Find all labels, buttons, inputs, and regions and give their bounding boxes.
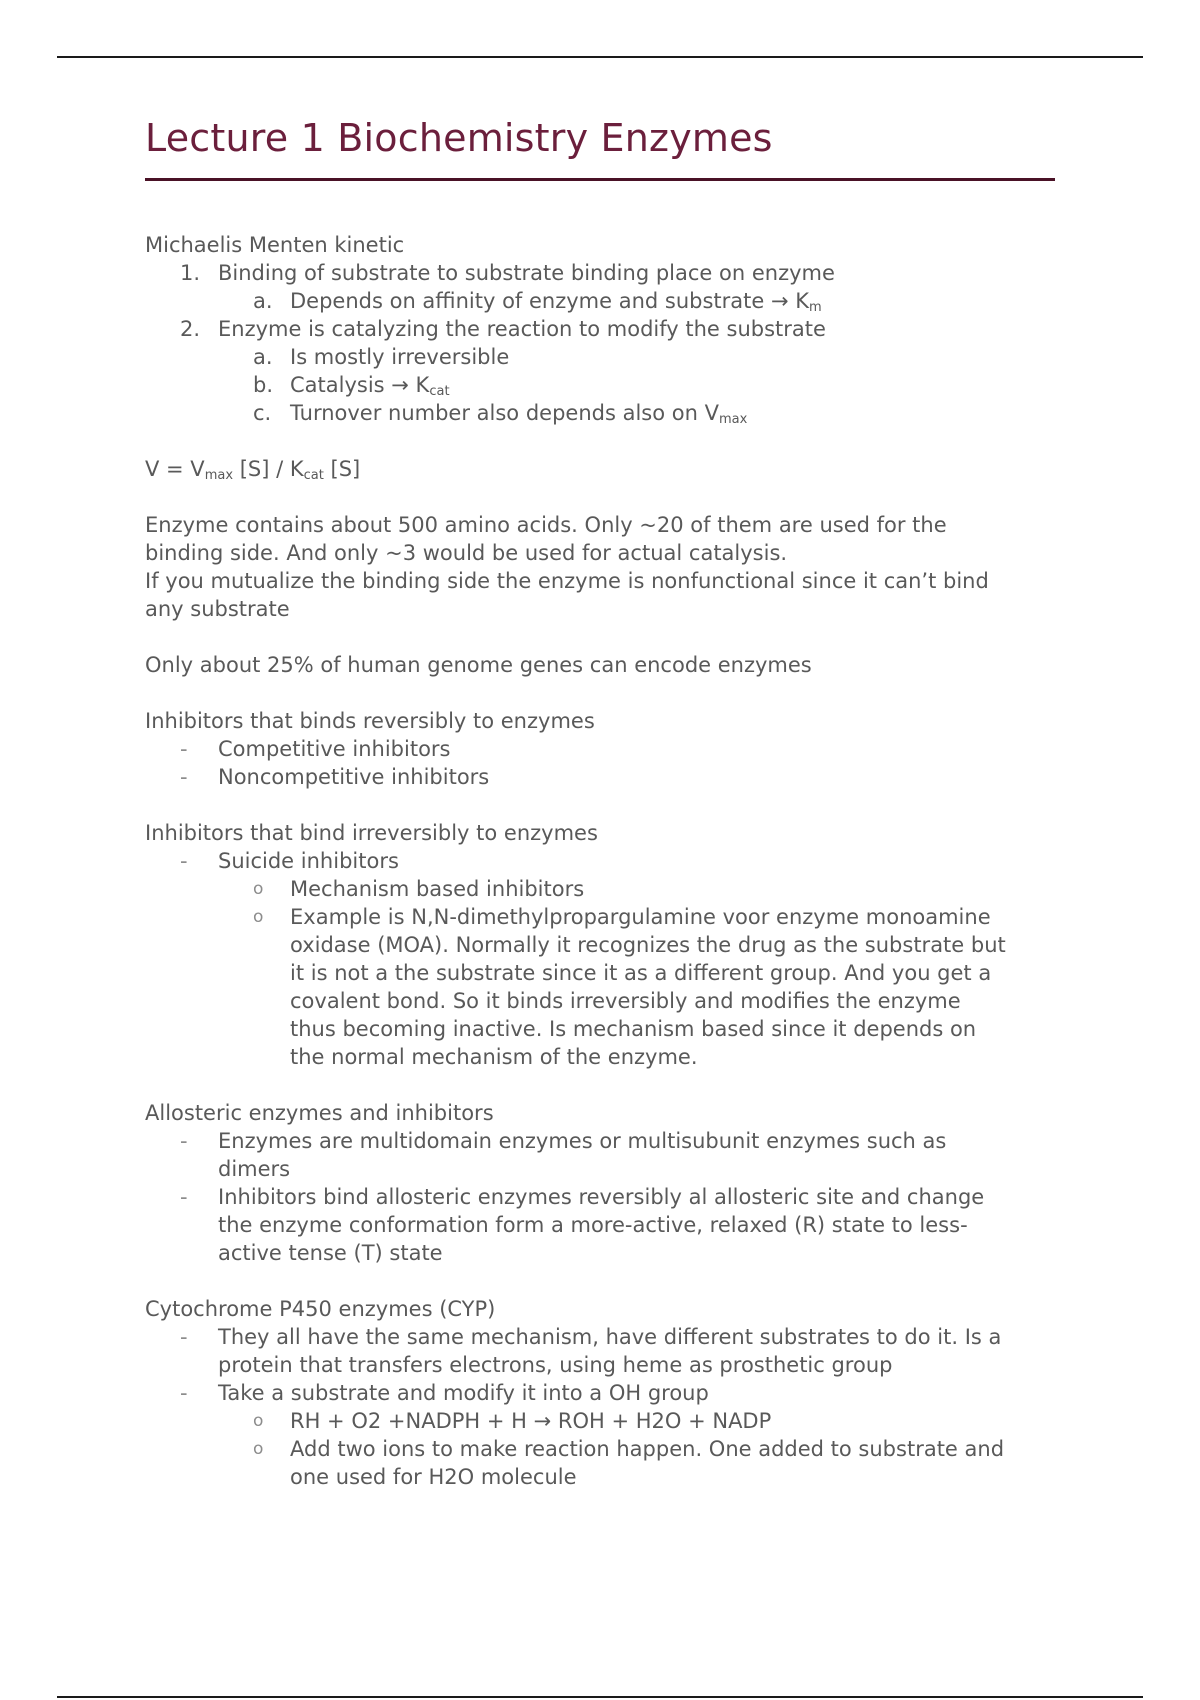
list-item [145,287,1065,315]
paragraph-line: any substrate [145,597,290,621]
list-letter: a. [253,289,273,313]
document-page [145,110,1065,1491]
title-underline [145,178,1055,181]
dash-bullet: - [180,1325,188,1349]
list-item [145,763,1065,791]
list-text: Noncompetitive inhibitors [218,765,490,789]
list-item [145,1407,1065,1435]
reversible-heading: Inhibitors that binds reversibly to enzymes [145,709,595,733]
list-text: Competitive inhibitors [218,737,451,761]
list-item: o Example is N,N-dimethylpropargulamine voor enzyme monoamine oxidase (MOA). Normally it recognizes the drug as the substrate but it is not a the substrate since it as a different group. And you get a covalent bond. So it binds irreversibly and modifies the enzyme thus becoming inactive. Is mechanism based since it depends on the normal mechanism of the enzyme. [253,905,1006,1069]
list-item [145,1379,1065,1407]
list-text: Depends on affinity of enzyme and substrate → K [290,289,810,313]
list-item [145,371,1065,399]
list-text: Turnover number also depends also on V [290,401,719,425]
cyp-heading: Cytochrome P450 enzymes (CYP) [145,1297,496,1321]
dash-bullet: - [180,737,188,761]
allosteric-heading: Allosteric enzymes and inhibitors [145,1101,494,1125]
list-item: - Inhibitors bind allosteric enzymes reversibly al allosteric site and change the enzyme conformation form a more-active, relaxed (R) state to less- active tense (T) state [180,1185,985,1265]
circle-bullet: o [253,1411,264,1431]
list-item: - Enzymes are multidomain enzymes or multisubunit enzymes such as dimers [180,1129,947,1181]
list-number: 2. [180,317,201,341]
list-text: Suicide inhibitors [218,849,399,873]
subscript: m [809,300,822,315]
dash-bullet: - [180,1129,188,1153]
dash-bullet: - [180,1381,188,1405]
list-item [145,847,1065,875]
header-rule [57,56,1143,58]
list-number: 1. [180,261,201,285]
paragraph-line: binding side. And only ~3 would be used for actual catalysis. [145,541,788,565]
list-item [145,875,1065,903]
list-item [145,735,1065,763]
list-text: Is mostly irreversible [290,345,510,369]
circle-bullet: o [253,1439,264,1459]
paragraph-line: If you mutualize the binding side the enzyme is nonfunctional since it can’t bind [145,569,989,593]
list-text: Binding of substrate to substrate binding place on enzyme [218,261,835,285]
dash-bullet: - [180,1185,188,1209]
list-text: RH + O2 +NADPH + H → ROH + H2O + NADP [290,1409,772,1433]
list-item [145,259,1065,287]
list-item: o Add two ions to make reaction happen. One added to substrate and one used for H2O molecule [253,1437,1005,1489]
list-text: Take a substrate and modify it into a OH group [218,1381,709,1405]
irreversible-heading: Inhibitors that bind irreversibly to enzymes [145,821,598,845]
paragraph-line: Enzyme contains about 500 amino acids. Only ~20 of them are used for the [145,513,947,537]
dash-bullet: - [180,765,188,789]
circle-bullet: o [253,879,264,899]
list-text: Enzyme is catalyzing the reaction to modify the substrate [218,317,826,341]
subscript: cat [429,384,450,399]
circle-bullet: o [253,907,264,927]
list-letter: a. [253,345,273,369]
dash-bullet: - [180,849,188,873]
document-body [145,231,1065,1491]
footer-rule [57,1696,1143,1698]
list-item: - They all have the same mechanism, have different substrates to do it. Is a protein that transfers electrons, using heme as prosthetic group [180,1325,1002,1377]
paragraph: Only about 25% of human genome genes can encode enzymes [145,653,812,677]
list-letter: b. [253,373,274,397]
list-item [145,315,1065,343]
formula: $V = V_{max}$ $[S] / K_{cat}$ [S] [145,457,361,483]
list-text: Catalysis → K [290,373,430,397]
mm-heading: Michaelis Menten kinetic [145,233,405,257]
list-item [145,343,1065,371]
list-letter: c. [253,401,272,425]
list-item [145,399,1065,427]
list-text: Mechanism based inhibitors [290,877,585,901]
subscript: max [718,412,748,427]
page-title: Lecture 1 Biochemistry Enzymes [145,116,773,160]
